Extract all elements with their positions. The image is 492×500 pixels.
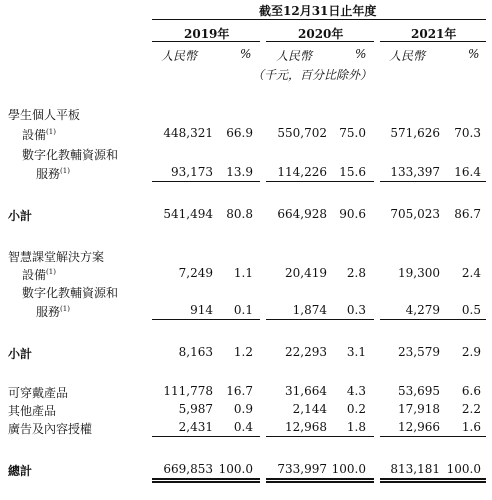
- percent-cell: 3.1: [346, 345, 366, 359]
- footnote-marker: (1): [46, 128, 56, 136]
- amount-cell: 813,181: [390, 462, 440, 476]
- amount-cell: 5,987: [178, 402, 213, 416]
- row-label-text: 可穿戴產品: [8, 386, 69, 400]
- percent-cell: 90.6: [339, 207, 366, 221]
- row-label-text: 數字化教輔資源和: [22, 286, 119, 300]
- amount-cell: 23,579: [398, 345, 440, 359]
- percent-cell: 2.8: [346, 266, 366, 280]
- amount-cell: 1,874: [292, 303, 327, 317]
- year-header-2019: 2019年: [184, 27, 230, 41]
- row-label: [8, 420, 92, 437]
- row-label: [8, 345, 32, 362]
- amount-cell: 448,321: [163, 126, 213, 140]
- row-label: [22, 126, 56, 143]
- row-label: [8, 106, 80, 123]
- row-label-text: 總計: [8, 464, 33, 478]
- percent-cell: 0.2: [346, 402, 366, 416]
- amount-cell: 541,494: [163, 207, 213, 221]
- subtotal-rule: [152, 319, 260, 320]
- percent-header-2020: %: [355, 47, 367, 61]
- total-double-rule: [152, 481, 260, 483]
- row-label-text: 數字化教輔資源和: [22, 148, 119, 162]
- currency-header-2021: 人民幣: [389, 49, 426, 63]
- percent-cell: 70.3: [454, 126, 481, 140]
- percent-cell: 1.2: [233, 345, 253, 359]
- percent-cell: 2.9: [461, 345, 481, 359]
- total-double-rule: [380, 478, 486, 480]
- period-header: 截至12月31日止年度: [259, 4, 377, 18]
- amount-cell: 19,300: [398, 266, 440, 280]
- percent-cell: 86.7: [454, 207, 481, 221]
- row-label-text: 智慧課堂解決方案: [8, 250, 105, 264]
- row-label: [36, 165, 70, 182]
- footnote-marker: (1): [60, 305, 70, 313]
- period-underline: [152, 19, 486, 20]
- amount-cell: 8,163: [178, 345, 213, 359]
- subtotal-rule: [380, 436, 486, 437]
- percent-cell: 4.3: [346, 384, 366, 398]
- percent-cell: 2.2: [461, 402, 481, 416]
- amount-cell: 133,397: [390, 165, 440, 179]
- year-underline-2019: [152, 41, 260, 42]
- amount-cell: 733,997: [277, 462, 327, 476]
- percent-cell: 0.1: [233, 303, 253, 317]
- percent-cell: 80.8: [226, 207, 253, 221]
- percent-cell: 0.5: [461, 303, 481, 317]
- percent-header-2019: %: [240, 47, 252, 61]
- currency-header-2019: 人民幣: [161, 49, 198, 63]
- total-double-rule: [266, 478, 374, 480]
- currency-header-2020: 人民幣: [276, 49, 313, 63]
- row-label-text: 服務: [36, 305, 61, 319]
- amount-cell: 2,144: [292, 402, 327, 416]
- amount-cell: 4,279: [405, 303, 440, 317]
- subtotal-rule: [266, 436, 374, 437]
- amount-cell: 669,853: [163, 462, 213, 476]
- amount-cell: 31,664: [285, 384, 327, 398]
- year-header-2021: 2021年: [411, 27, 457, 41]
- footnote-marker: (1): [46, 268, 56, 276]
- percent-cell: 16.4: [454, 165, 481, 179]
- row-label: [8, 248, 104, 265]
- percent-cell: 16.7: [226, 384, 253, 398]
- row-label-text: 小計: [8, 209, 33, 223]
- amount-cell: 12,966: [398, 420, 440, 434]
- row-label-text: 其他產品: [8, 404, 57, 418]
- percent-cell: 0.3: [346, 303, 366, 317]
- subtotal-rule: [152, 436, 260, 437]
- amount-cell: 7,249: [178, 266, 213, 280]
- amount-cell: 571,626: [390, 126, 440, 140]
- percent-cell: 100.0: [446, 462, 481, 476]
- subtotal-rule: [266, 319, 374, 320]
- subtotal-rule: [152, 181, 260, 182]
- percent-cell: 2.4: [461, 266, 481, 280]
- row-label-text: 廣告及內容授權: [8, 422, 93, 436]
- row-label-text: 學生個人平板: [8, 108, 81, 122]
- row-label: [8, 207, 32, 224]
- amount-cell: 114,226: [277, 165, 327, 179]
- amount-cell: 550,702: [277, 126, 327, 140]
- row-label: [22, 284, 118, 301]
- amount-cell: 53,695: [398, 384, 440, 398]
- row-label-text: 設備: [22, 128, 47, 142]
- row-label: [8, 384, 68, 401]
- year-header-2020: 2020年: [298, 27, 344, 41]
- amount-cell: 93,173: [171, 165, 213, 179]
- footnote-marker: (1): [60, 167, 70, 175]
- year-underline-2020: [266, 41, 374, 42]
- amount-cell: 22,293: [285, 345, 327, 359]
- row-label: [8, 462, 32, 479]
- percent-cell: 0.4: [233, 420, 253, 434]
- percent-cell: 100.0: [331, 462, 366, 476]
- row-label: [22, 266, 56, 283]
- total-double-rule: [152, 478, 260, 480]
- amount-cell: 664,928: [277, 207, 327, 221]
- subtotal-rule: [380, 319, 486, 320]
- percent-cell: 1.1: [233, 266, 253, 280]
- subtotal-rule: [380, 181, 486, 182]
- amount-cell: 111,778: [163, 384, 213, 398]
- row-label-text: 服務: [36, 167, 61, 181]
- percent-cell: 1.8: [346, 420, 366, 434]
- total-double-rule: [380, 481, 486, 483]
- percent-cell: 75.0: [339, 126, 366, 140]
- row-label: [22, 146, 118, 163]
- percent-cell: 100.0: [218, 462, 253, 476]
- unit-note: （千元，百分比除外）: [252, 68, 373, 82]
- amount-cell: 2,431: [178, 420, 213, 434]
- subtotal-rule: [266, 181, 374, 182]
- amount-cell: 705,023: [390, 207, 440, 221]
- percent-cell: 13.9: [226, 165, 253, 179]
- percent-cell: 0.9: [233, 402, 253, 416]
- row-label: [36, 303, 70, 320]
- amount-cell: 17,918: [398, 402, 440, 416]
- row-label-text: 小計: [8, 347, 33, 361]
- amount-cell: 12,968: [285, 420, 327, 434]
- percent-cell: 15.6: [339, 165, 366, 179]
- year-underline-2021: [380, 41, 486, 42]
- percent-cell: 66.9: [226, 126, 253, 140]
- amount-cell: 20,419: [285, 266, 327, 280]
- percent-header-2021: %: [468, 47, 480, 61]
- total-double-rule: [266, 481, 374, 483]
- row-label: [8, 402, 56, 419]
- row-label-text: 設備: [22, 268, 47, 282]
- percent-cell: 1.6: [461, 420, 481, 434]
- amount-cell: 914: [190, 303, 213, 317]
- percent-cell: 6.6: [461, 384, 481, 398]
